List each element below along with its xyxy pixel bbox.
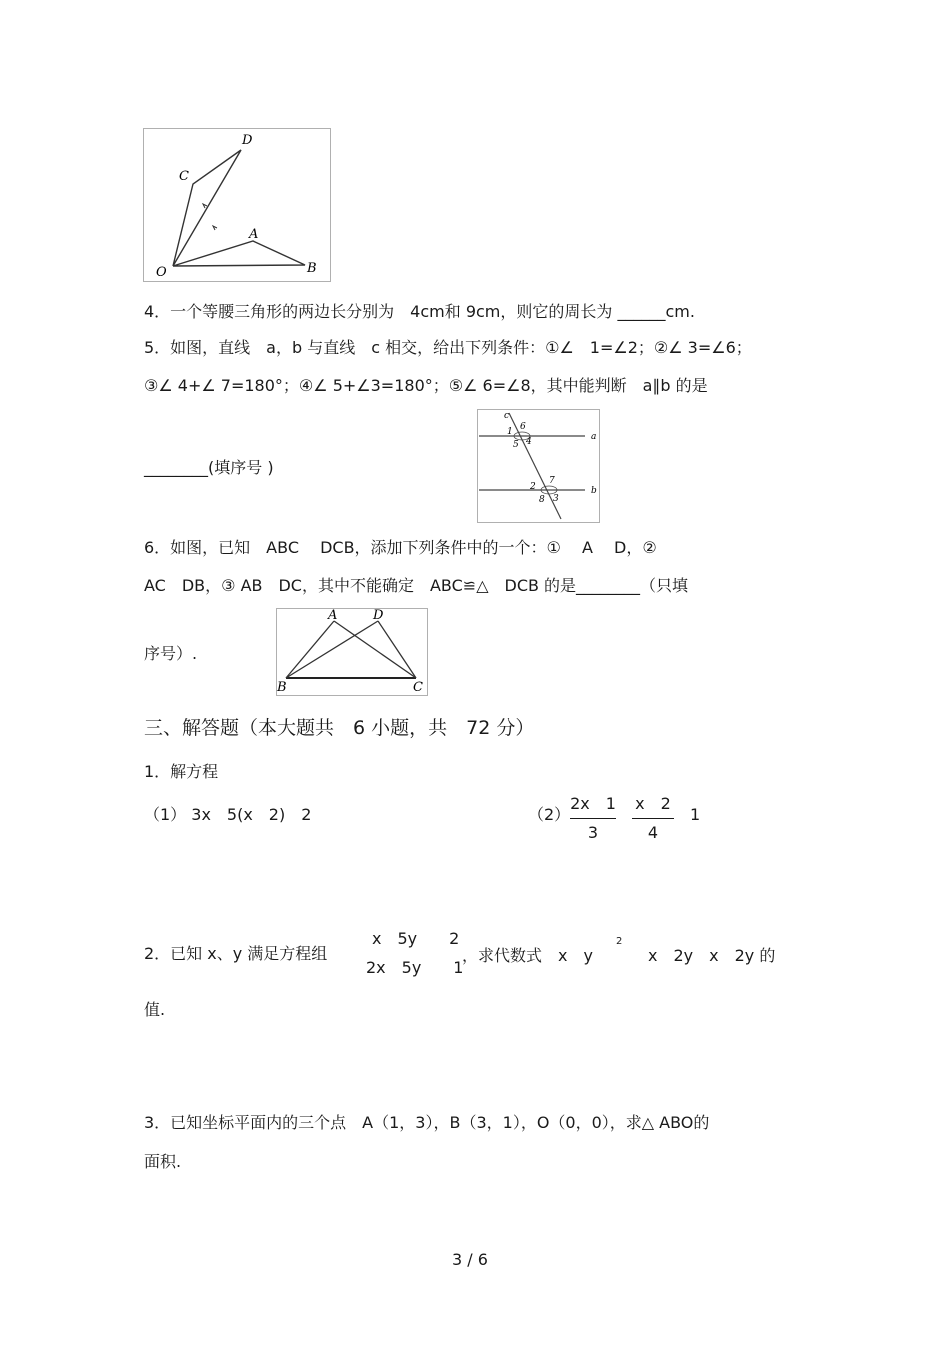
question-5-line2: ③∠ 4+∠ 7=180°；④∠ 5+∠3=180°；⑤∠ 6=∠8，其中能判断 a∥b 的是 — [144, 376, 708, 395]
label-b: b — [591, 486, 597, 496]
label-3: 3 — [553, 494, 559, 504]
label-c: C — [179, 169, 189, 184]
fraction-1-denominator: 3 — [587, 823, 599, 842]
fraction-2-numerator: x 2 — [635, 794, 671, 813]
label-4: 4 — [526, 437, 532, 447]
page-number: 3 / 6 — [452, 1250, 488, 1269]
answer-1-part1: （1） 3x 5(x 2) 2 — [144, 805, 312, 824]
question-6-line1: 6．如图，已知 ABC DCB，添加下列条件中的一个：① A D，② — [144, 538, 657, 557]
label-8: 8 — [539, 495, 545, 505]
fraction-2-bar — [632, 818, 674, 819]
label-d: D — [242, 133, 253, 148]
label-d: D — [373, 608, 384, 623]
figure-parallel-lines — [477, 409, 600, 523]
label-a: A — [328, 608, 338, 623]
question-6-line2: AC DB，③ AB DC，其中不能确定 ABC≌△ DCB 的是________（只填 — [144, 576, 689, 595]
superscript-2: 2 — [616, 936, 623, 947]
label-c: C — [413, 680, 423, 695]
fraction-1-bar — [570, 818, 616, 819]
fraction-2 — [632, 794, 674, 843]
label-5: 5 — [513, 440, 519, 450]
fraction-1-numerator: 2x 1 — [570, 794, 616, 813]
label-b: B — [277, 680, 287, 695]
fraction-2-denominator: 4 — [647, 823, 659, 842]
question-5-line1: 5．如图，直线 a，b 与直线 c 相交，给出下列条件：①∠ 1=∠2；②∠ 3=∠6； — [144, 338, 752, 357]
label-7: 7 — [549, 476, 555, 486]
section-3-title: 三、解答题（本大题共 6 小题，共 72 分） — [144, 717, 535, 739]
question-5-line3: ________(填序号 ) — [144, 458, 274, 477]
question-4: 4．一个等腰三角形的两边长分别为 4cm和 9cm，则它的周长为 ______cm. — [144, 302, 695, 321]
answer-2-prefix: 2．已知 x、y 满足方程组 — [144, 944, 328, 963]
label-c: c — [504, 411, 510, 421]
answer-2-line2: 值. — [144, 1000, 166, 1019]
fraction-1 — [570, 794, 616, 843]
label-b: B — [307, 261, 317, 276]
label-a: a — [591, 432, 597, 442]
system-eq-1: x 5y 2 — [372, 929, 460, 948]
figure-triangles — [276, 608, 428, 696]
answer-1-part2-suffix: 1 — [690, 805, 701, 824]
figure-ocdab — [143, 128, 331, 282]
answer-2-expression-2: x 2y x 2y 的 — [648, 946, 776, 965]
answer-3-line1: 3．已知坐标平面内的三个点 A（1，3），B（3，1），O（0，0），求△ ABO的 — [144, 1113, 710, 1132]
answer-2-expression: ，求代数式 x y — [462, 946, 593, 965]
answer-3-line2: 面积. — [144, 1152, 182, 1171]
answer-1-part2-prefix: （2） — [528, 805, 571, 824]
label-a: A — [249, 227, 259, 242]
label-2: 2 — [530, 482, 536, 492]
answer-1-title: 1．解方程 — [144, 762, 219, 781]
question-6-line3: 序号）. — [144, 644, 198, 663]
label-1: 1 — [507, 427, 513, 437]
label-6: 6 — [520, 422, 526, 432]
system-eq-2: 2x 5y 1 — [366, 958, 464, 977]
label-o: O — [156, 265, 167, 280]
